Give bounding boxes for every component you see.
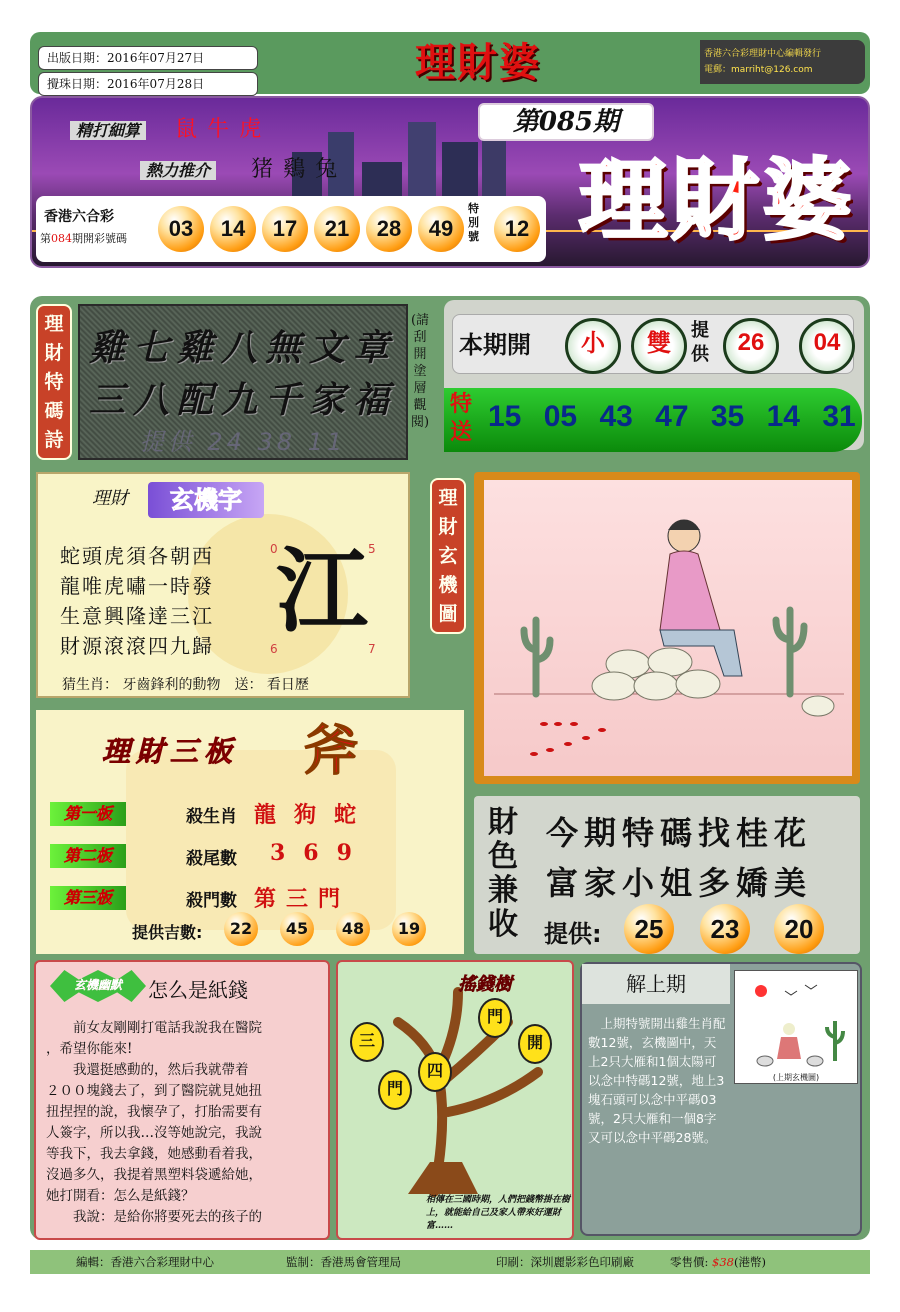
poem-provide: 提供 24 38 11 [139, 428, 347, 456]
xuanji-line: 財源滾滾四九歸 [60, 634, 214, 658]
special-label: 特別號 [468, 202, 479, 243]
lucky-ball: 48 [336, 912, 370, 946]
xuanji-box [36, 472, 410, 698]
jie-title: 解上期 [582, 964, 730, 1004]
header-logo: 理財婆 [415, 39, 541, 86]
previous-picture-thumb [734, 970, 858, 1084]
joke-line: 等我下，我去拿錢，她感動看着我， [46, 1146, 262, 1162]
draw-sub-suffix: 期開彩號碼 [72, 232, 127, 245]
send-number: 31 [822, 400, 856, 433]
hot-zodiacs: 猪鷄兔 [251, 157, 348, 182]
caijian-line-1: 今期特碼找桂花 [546, 814, 813, 852]
footer-price [670, 1250, 766, 1274]
draw-ball: 21 [314, 206, 360, 252]
send-number: 47 [655, 400, 689, 433]
footer-supervisor: 監制：香港馬會管理局 [286, 1255, 401, 1269]
tree-fruit: 三 [350, 1022, 384, 1062]
board-type: 殺生肖 [186, 807, 237, 827]
kai-number: 26 [723, 318, 779, 374]
money-tree-panel [336, 960, 574, 1240]
send-number: 14 [766, 400, 800, 433]
special-ball: 12 [494, 206, 540, 252]
footer-editor: 編輯：香港六合彩理財中心 [76, 1255, 214, 1269]
lucky-ball: 19 [392, 912, 426, 946]
corner-tr: 5 [368, 542, 376, 556]
send-label: 特送 [450, 391, 473, 445]
kai-label: 本期開 [459, 330, 531, 359]
publish-label: 出版日期： [47, 51, 108, 65]
previous-solution-panel [580, 962, 862, 1236]
poem-scratch-box [78, 304, 408, 460]
draw-date-value: 2016年07月28日 [107, 77, 205, 91]
send-numbers [488, 400, 856, 434]
price-unit: (港幣) [733, 1255, 766, 1269]
draw-subtitle [40, 230, 127, 246]
board-label: 第三板 [50, 886, 126, 910]
sanban-title: 理財三板 [102, 735, 239, 768]
jie-text: 上期特號開出雞生肖配數12號，玄機圖中，天上2只大雁和1個太陽可以念中特碼12號，地上3塊石頭可以念中平碼03號，2只大雁和一個8字又可以念中平碼28號。 [588, 1016, 726, 1145]
special-send-bar [444, 388, 862, 452]
xuanji-line: 生意興隆達三江 [60, 604, 214, 628]
issue-number: 第085期 [478, 103, 654, 141]
corner-tl: 0 [270, 542, 278, 556]
sanban-box [36, 710, 464, 954]
caijian-ball: 25 [624, 904, 674, 954]
guess-text: 猜生肖： 牙齒鋒利的動物 [62, 677, 221, 693]
send-number: 05 [543, 400, 578, 433]
board-value: 第三門 [254, 886, 351, 912]
draw-date [38, 72, 258, 96]
thumb-caption: (上期玄機圖) [772, 1073, 820, 1082]
caijian-provide-label: 提供: [544, 920, 602, 948]
kai-number: 04 [799, 318, 855, 374]
board-value: 369 [270, 840, 370, 866]
draw-ball: 17 [262, 206, 308, 252]
draw-ball: 49 [418, 206, 464, 252]
joke-title: 怎么是紙錢 [148, 978, 248, 1002]
tree-title: 搖錢樹 [458, 974, 512, 995]
joke-line: 她打開看：怎么是紙錢？ [46, 1188, 195, 1204]
draw-sub-prefix: 第 [40, 232, 51, 245]
tree-fruit: 開 [518, 1024, 552, 1064]
publish-date-value: 2016年07月27日 [107, 51, 205, 65]
lucky-ball: 45 [280, 912, 314, 946]
caijian-ball: 23 [700, 904, 750, 954]
kai-row [452, 314, 854, 374]
hot-label: 熱力推介 [140, 161, 216, 180]
publish-date [38, 46, 258, 70]
send-number: 43 [599, 400, 633, 433]
previous-thumb-illustration [735, 971, 857, 1071]
xuanji-line: 蛇頭虎須各朝西 [60, 544, 214, 568]
footer [30, 1250, 870, 1274]
joke-line: 扭捏捏的說，我懷孕了，打胎需要有 [46, 1104, 262, 1120]
precise-zodiacs: 鼠牛虎 [175, 117, 272, 142]
puzzle-illustration [484, 480, 852, 776]
joke-line: 前女友剛剛打電話我說我在醫院 [46, 1020, 262, 1036]
xuanji-line: 龍唯虎嘯一時發 [60, 574, 214, 598]
joke-panel [34, 960, 330, 1240]
board-value: 龍狗蛇 [254, 802, 375, 828]
send-number: 15 [488, 400, 522, 433]
xuanji-title: 玄機字 [148, 482, 264, 518]
joke-line: 我說：是給你將要死去的孩子的 [46, 1209, 262, 1225]
board-type: 殺門數 [186, 891, 237, 911]
joke-line: ，希望你能來! [46, 1041, 133, 1057]
draw-sub-num: 084 [51, 232, 72, 245]
caijian-ball: 20 [774, 904, 824, 954]
board-label: 第二板 [50, 844, 126, 868]
send-number: 35 [710, 400, 745, 433]
poem-line-1: 雞七雞八無文章 [88, 327, 397, 369]
xuanji-tag: 理財 [92, 488, 128, 509]
publisher-text: 香港六合彩理財中心編輯發行 [704, 49, 822, 59]
kai-parity: 雙 [631, 318, 687, 374]
draw-result-box [36, 196, 546, 262]
precise-row [70, 112, 271, 143]
poem-side-title: 理財特碼詩 [36, 304, 72, 460]
caijian-box [474, 796, 860, 954]
lucky-ball: 22 [224, 912, 258, 946]
tree-caption: 相傳在三國時期，人們把錢幣掛在樹上，就能給自己及家人帶來好運財富…… [426, 1195, 571, 1231]
footer-printer: 印刷：深圳麗影彩色印刷廠 [496, 1255, 634, 1269]
axe-char: 斧 [304, 718, 358, 782]
draw-ball: 28 [366, 206, 412, 252]
publisher-email: 電郵：marriht@126.com [704, 65, 813, 75]
joke-body [46, 1018, 324, 1228]
caijian-line-2: 富家小姐多嬌美 [546, 864, 813, 902]
header-publisher [700, 40, 865, 84]
precise-label: 精打細算 [70, 121, 146, 140]
tree-fruit: 門 [478, 998, 512, 1038]
joke-badge: 玄機幽默 [74, 978, 123, 992]
banner-logo: 理財婆 [578, 148, 855, 252]
draw-ball: 14 [210, 206, 256, 252]
kai-provide-label: 提供 [691, 320, 709, 365]
tree-fruit: 門 [378, 1070, 412, 1110]
joke-line: 沒過多久，我提着黑塑料袋遞給她， [46, 1167, 262, 1183]
caijian-side-title: 財色兼收 [488, 805, 518, 942]
xuanji-guess [62, 674, 309, 694]
puzzle-picture [484, 480, 852, 776]
kai-size: 小 [565, 318, 621, 374]
price-label: 零售價: [670, 1255, 709, 1269]
lucky-label: 提供吉數: [132, 923, 203, 942]
joke-line: 人簽字，所以我…沒等她說完，我說 [46, 1125, 262, 1141]
tree-fruit: 四 [418, 1052, 452, 1092]
hot-row [140, 152, 347, 183]
draw-title: 香港六合彩 [44, 209, 114, 225]
xuanji-big-char: 江 [275, 538, 368, 645]
corner-bl: 6 [270, 642, 278, 656]
price-value: $38 [712, 1255, 734, 1269]
board-label: 第一板 [50, 802, 126, 826]
send-text: 送： 看日歷 [234, 677, 309, 693]
poem-line-2: 三八配九千家福 [88, 379, 397, 421]
draw-label: 攪珠日期： [47, 77, 108, 91]
draw-ball: 03 [158, 206, 204, 252]
board-type: 殺尾數 [186, 849, 237, 869]
scratch-note: (請刮開塗層觀閱) [410, 313, 430, 430]
joke-line: 我還挺感動的，然后我就帶着 [46, 1062, 249, 1078]
joke-line: ２００塊錢去了，到了醫院就見她扭 [46, 1083, 262, 1099]
corner-br: 7 [368, 642, 376, 656]
picture-side-title: 理財玄機圖 [430, 478, 466, 634]
